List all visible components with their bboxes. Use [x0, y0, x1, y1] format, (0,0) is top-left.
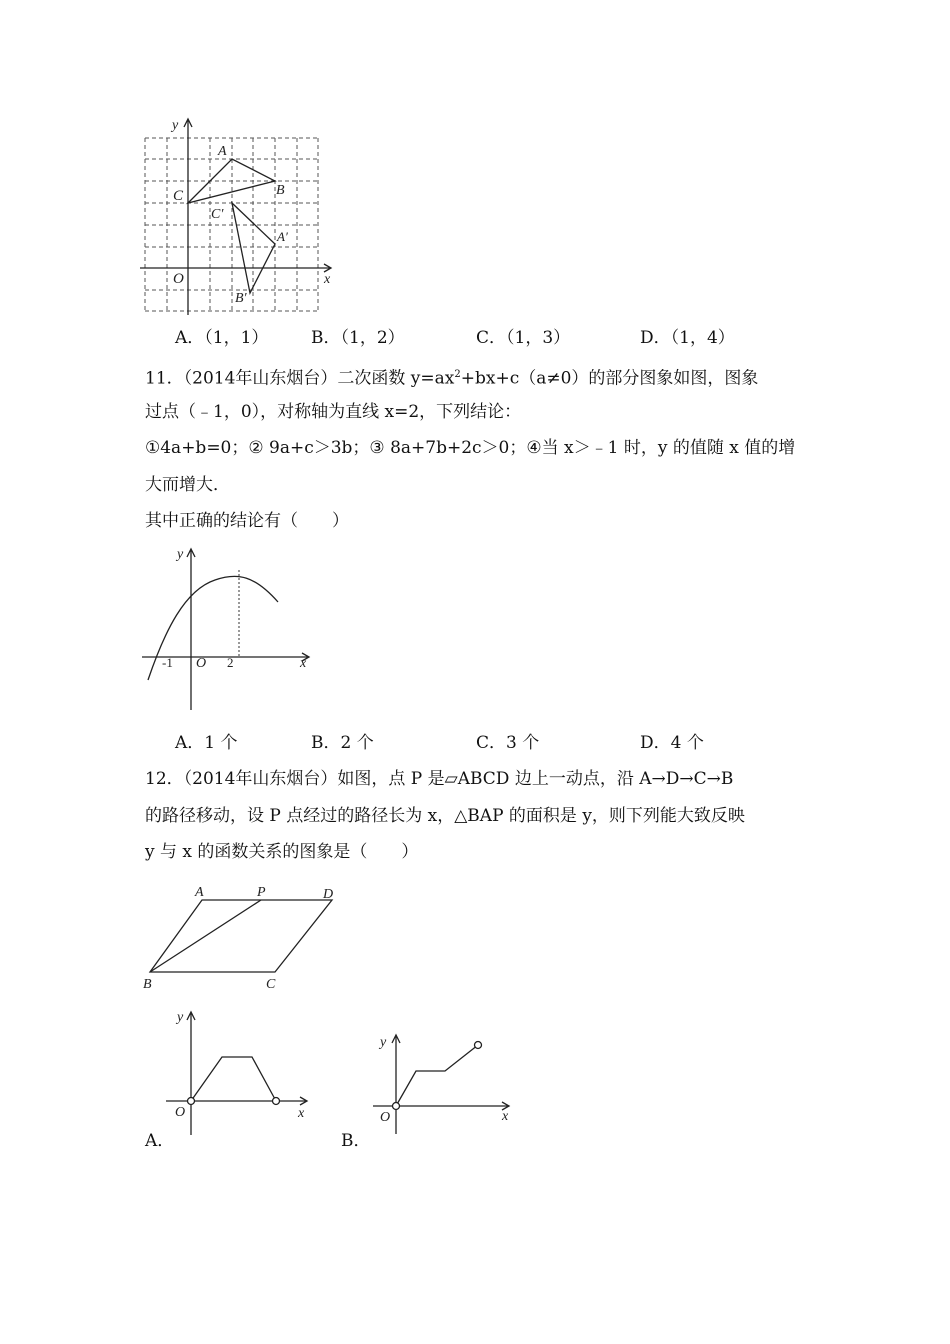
point-c-label: C — [173, 188, 184, 204]
open-point-start — [393, 1103, 400, 1110]
origin-label: O — [173, 271, 184, 287]
open-point-start — [188, 1098, 195, 1105]
point-b-prime-label: B′ — [235, 291, 247, 306]
y-axis-label: y — [172, 118, 179, 133]
point-c-label: C — [266, 977, 276, 992]
q10-grid-figure — [140, 115, 340, 315]
open-point-end — [273, 1098, 280, 1105]
q11-option-c[interactable]: C．3 个 — [476, 733, 540, 753]
q11-stem-line4: 大而增大． — [145, 475, 230, 495]
q12-stem-line2: 的路径移动，设 P 点经过的路径长为 x，△BAP 的面积是 y，则下列能大致反映 — [145, 806, 745, 826]
y-axis-label: y — [380, 1035, 387, 1050]
origin-label: O — [380, 1110, 391, 1125]
origin-label: O — [175, 1105, 186, 1120]
segment-bp — [150, 900, 261, 972]
q12-parallelogram-figure — [140, 880, 350, 995]
q12-option-b-label[interactable]: B． — [341, 1131, 371, 1151]
q11-option-b[interactable]: B．2 个 — [311, 733, 374, 753]
x-axis-label: x — [502, 1109, 509, 1124]
q10-option-b[interactable]: B．（1，2） — [311, 328, 405, 348]
q11-stem-line2: 过点（﹣1，0），对称轴为直线 x=2，下列结论： — [145, 402, 522, 422]
q12-graph-a[interactable] — [160, 1005, 320, 1135]
point-a-prime-label: A′ — [277, 229, 288, 244]
q10-option-c[interactable]: C．（1，3） — [476, 328, 571, 348]
step-curve — [396, 1045, 478, 1106]
q10-option-d[interactable]: D．（1，4） — [640, 328, 735, 348]
origin-label: O — [196, 656, 207, 671]
open-point-end — [475, 1042, 482, 1049]
point-b-label: B — [276, 183, 285, 198]
point-a-label: A — [218, 144, 227, 159]
y-axis-label: y — [177, 1010, 184, 1025]
point-b-label: B — [143, 977, 152, 992]
x-axis-label: x — [298, 1106, 305, 1121]
point-p-label: P — [257, 885, 266, 900]
x-axis-label: x — [300, 656, 307, 671]
q11-parabola-figure — [140, 540, 320, 715]
q11-option-d[interactable]: D．4 个 — [640, 733, 704, 753]
y-axis-label: y — [177, 547, 184, 562]
q11-stem-line5: 其中正确的结论有（ ） — [145, 511, 349, 531]
grid-lines — [145, 138, 318, 311]
q12-stem-line1: 12．（2014年山东烟台）如图，点 P 是▱ABCD 边上一动点，沿 A→D→C→B — [145, 769, 734, 789]
q10-option-a[interactable]: A．（1，1） — [175, 328, 269, 348]
tick-label-2: 2 — [227, 655, 234, 670]
point-a-label: A — [195, 885, 204, 900]
q11-stem-line1: 11．（2014年山东烟台）二次函数 $y=ax^2+bx+c(a\ne 0)$的部分图象如图，图象 — [145, 368, 759, 389]
trapezoid-curve — [191, 1057, 276, 1101]
parallelogram-abcd — [150, 900, 332, 972]
q11-stem-line3: ①4a+b=0；② 9a+c＞3b；③ 8a+7b+2c＞0；④当 x＞﹣1 时，y 的值随 x 值的增 — [145, 438, 796, 458]
point-d-label: D — [323, 887, 334, 902]
q12-option-a-label[interactable]: A． — [145, 1131, 175, 1151]
x-axis-label: x — [324, 272, 331, 287]
q12-stem-line3: y 与 x 的函数关系的图象是（ ） — [145, 842, 419, 862]
tick-label-neg1: -1 — [162, 655, 173, 670]
point-c-prime-label: C′ — [211, 207, 224, 222]
q11-option-a[interactable]: A．1 个 — [175, 733, 238, 753]
q12-graph-b[interactable] — [368, 1028, 518, 1138]
